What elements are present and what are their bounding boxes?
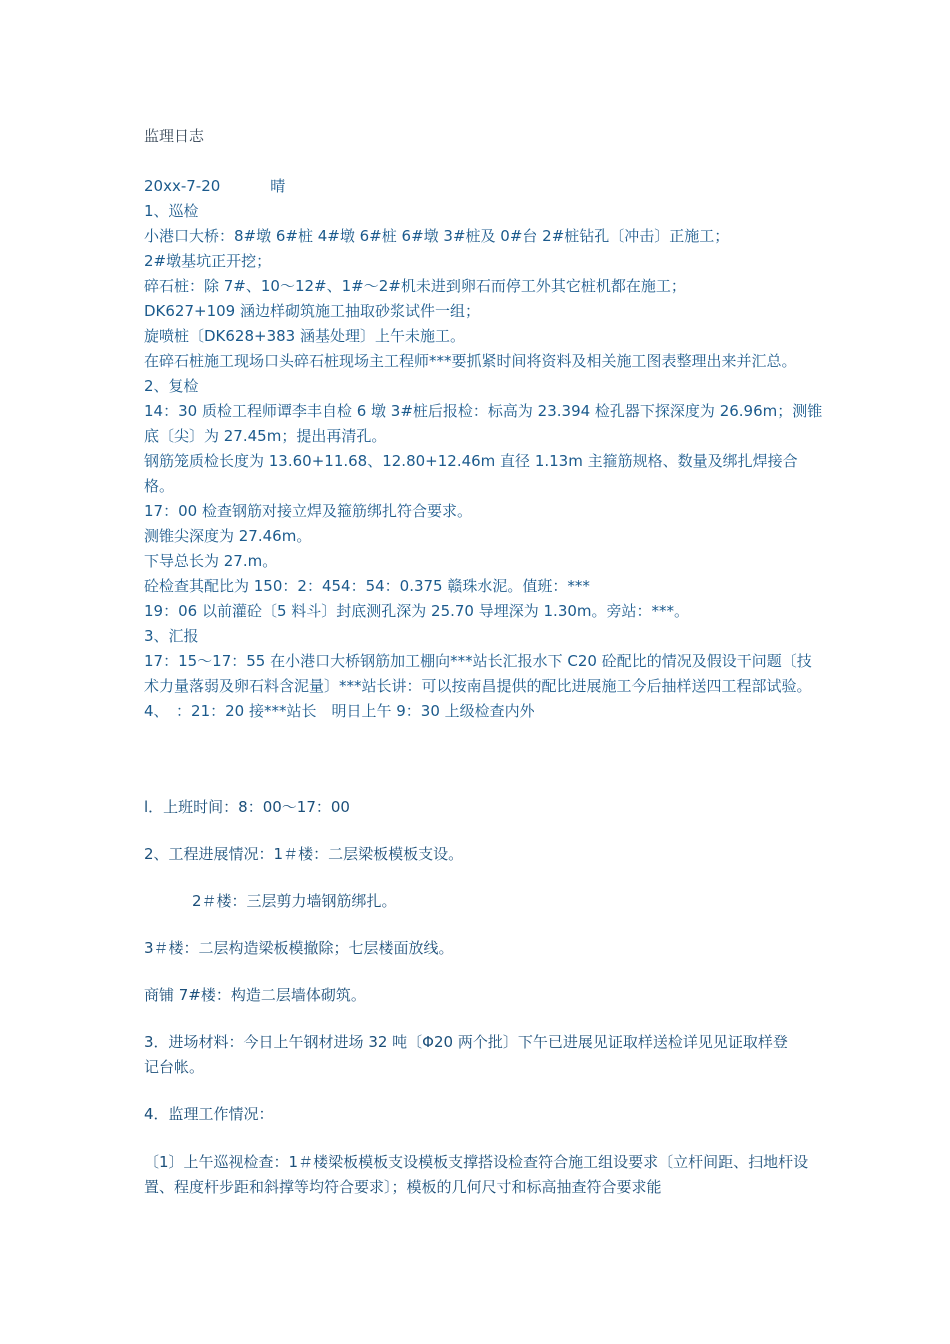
log-line: 4、 ：21：20 接***站长 明日上午 9：30 上级检查内外 [144,702,535,720]
log-line: 17：15～17：55 在小港口大桥钢筋加工棚向***站长汇报水下 C20 砼配比的情况及假设干问题〔技术力量落弱及卵石料含泥量〕***站长讲：可以按南昌提供的配比进展施工今后抽样送四工程部试验。 [144,652,812,695]
supervision-heading: 4．监理工作情况： [144,1105,274,1123]
progress-building-2: 2＃楼：三层剪力墙钢筋绑扎。 [192,892,397,910]
log-line: 小港口大桥：8#墩 6#桩 4#墩 6#桩 6#墩 3#桩及 0#台 2#桩钻孔〔冲击〕正施工； [144,227,730,245]
progress-building-1: 2、工程进展情况：1＃楼：二层梁板模板支设。 [144,845,464,863]
date-weather-line [144,174,824,199]
log-line: DK627+109 涵边样砌筑施工抽取砂浆试件一组； [144,302,480,320]
log-line: 2#墩基坑正开挖； [144,252,272,270]
log-line: 下导总长为 27.m。 [144,552,278,570]
supervision-item-1: 〔1〕上午巡视检查：1＃楼梁板模板支设模板支撑搭设检查符合施工组设要求〔立杆间距、扫地杆设置、程度杆步距和斜撑等均符合要求〕；模板的几何尺寸和标高抽查符合要求能 [144,1153,809,1196]
daily-log [144,174,824,724]
log-line: 17：00 检查钢筋对接立焊及箍筋绑扎符合要求。 [144,502,472,520]
log-line: 14：30 质检工程师谭李丰自检 6 墩 3#桩后报检：标高为 23.394 检孔器下探深度为 26.96m；测锥底〔尖〕为 27.45m；提出再清孔。 [144,402,823,445]
log-line: 测锥尖深度为 27.46m。 [144,527,312,545]
log-line: 1、巡检 [144,202,199,220]
log-line: 碎石桩：除 7#、10～12#、1#～2#机未进到卵石而停工外其它桩机都在施工； [144,277,686,295]
log-line: 砼检查其配比为 150：2：454：54：0.375 赣珠水泥。值班：*** [144,577,590,595]
log-date: 20xx-7-20 [144,177,221,195]
log-line: 在碎石桩施工现场口头碎石桩现场主工程师***要抓紧时间将资料及相关施工图表整理出来并汇总。 [144,352,797,370]
progress-building-3: 3＃楼：二层构造梁板模撤除；七层楼面放线。 [144,939,454,957]
log-weather: 晴 [270,177,286,195]
log-line: 3、汇报 [144,627,199,645]
progress-shop-7: 商铺 7#楼：构造二层墙体砌筑。 [144,986,366,1004]
log-line: 19：06 以前灌砼〔5 料斗〕封底测孔深为 25.70 导埋深为 1.30m。旁站：***。 [144,602,690,620]
log-line: 旋喷桩〔DK628+383 涵基处理〕上午未施工。 [144,327,465,345]
document-title: 监理日志 [144,127,205,145]
log-line: 钢筋笼质检长度为 13.60+11.68、12.80+12.46m 直径 1.13m 主箍筋规格、数量及绑扎焊接合格。 [144,452,798,495]
work-hours: l．上班时间：8：00～17：00 [144,798,350,816]
log-line: 2、复检 [144,377,199,395]
materials-entry: 3．进场材料：今日上午钢材进场 32 吨〔Φ20 两个批〕下午已进展见证取样送检详见见证取样登记台帐。 [144,1033,788,1076]
